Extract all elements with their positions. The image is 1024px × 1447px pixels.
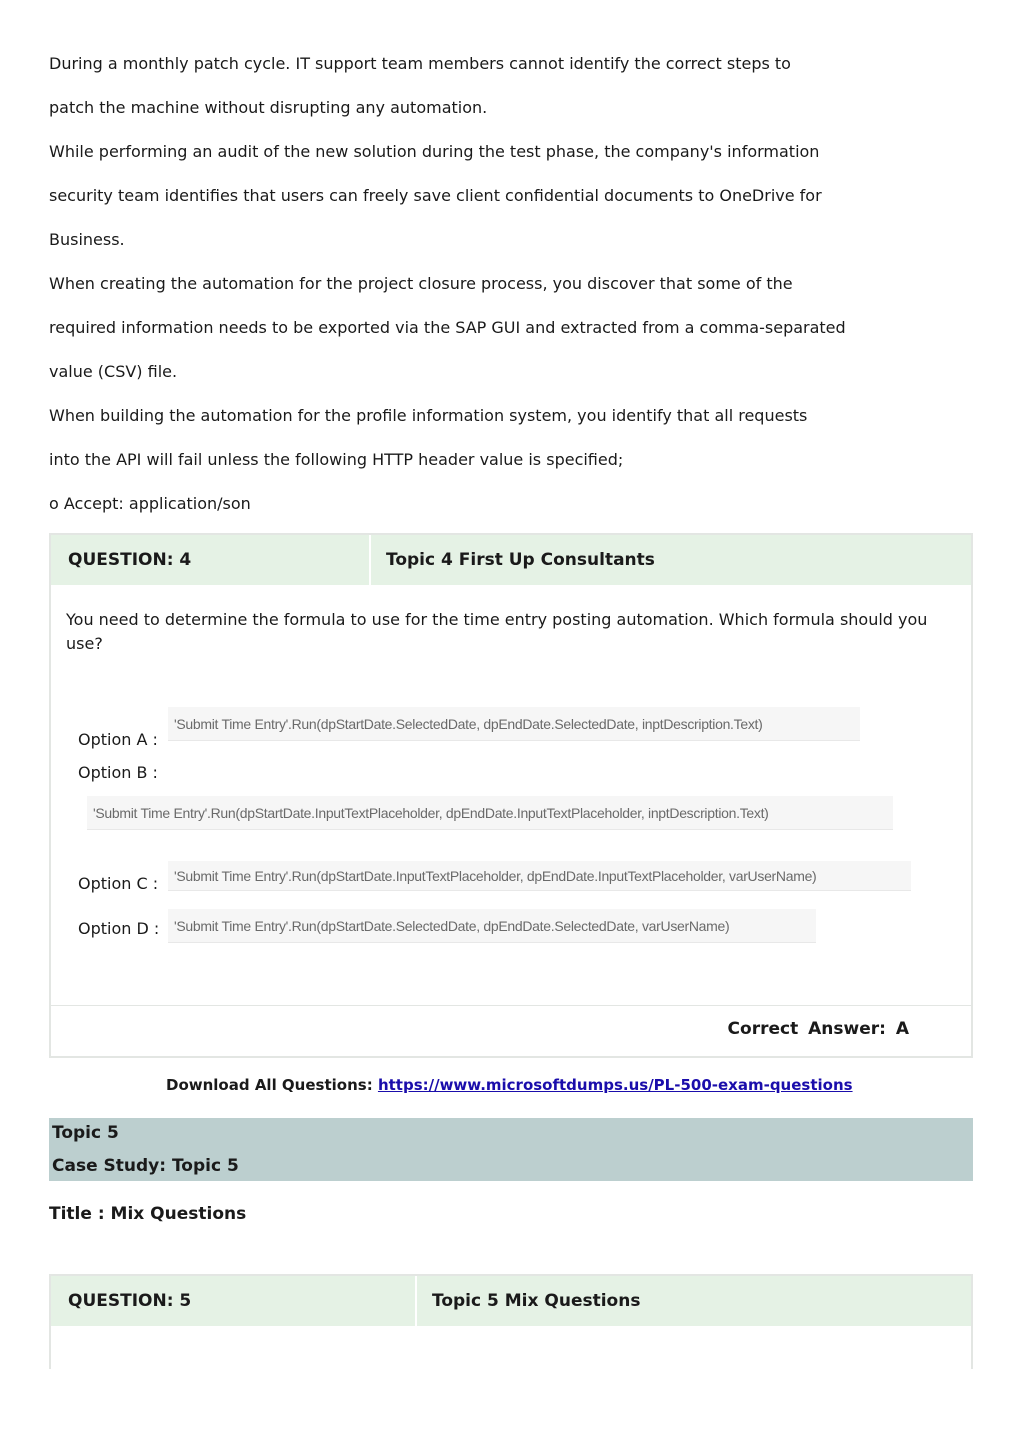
divider xyxy=(51,1005,971,1006)
question-5-card xyxy=(49,1274,973,1369)
topic-5-banner xyxy=(49,1118,973,1181)
intro-line: into the API will fail unless the following HTTP header value is specified; xyxy=(49,450,624,469)
intro-line: When creating the automation for the project closure process, you discover that some of the xyxy=(49,274,793,293)
intro-line: When building the automation for the profile information system, you identify that all requests xyxy=(49,406,808,425)
option-b-formula: 'Submit Time Entry'.Run(dpStartDate.InputTextPlaceholder, dpEndDate.InputTextPlaceholder, inptDescription.Text) xyxy=(87,796,893,830)
option-d-formula: 'Submit Time Entry'.Run(dpStartDate.SelectedDate, dpEndDate.SelectedDate, varUserName) xyxy=(168,909,816,943)
intro-line: patch the machine without disrupting any automation. xyxy=(49,98,488,117)
option-c-label: Option C : xyxy=(78,874,159,893)
question-4-card xyxy=(49,533,973,1058)
intro-line: While performing an audit of the new solution during the test phase, the company's information xyxy=(49,142,820,161)
intro-line: During a monthly patch cycle. IT support team members cannot identify the correct steps to xyxy=(49,54,791,73)
case-study-heading: Case Study: Topic 5 xyxy=(52,1156,239,1176)
question-topic: Topic 4 First Up Consultants xyxy=(386,550,655,570)
question-4-header xyxy=(51,535,971,585)
option-b-label: Option B : xyxy=(78,763,158,782)
intro-line: o Accept: application/son xyxy=(49,494,251,513)
download-label: Download All Questions: xyxy=(166,1076,373,1094)
option-c-formula: 'Submit Time Entry'.Run(dpStartDate.InputTextPlaceholder, dpEndDate.InputTextPlaceholder, varUserName) xyxy=(168,861,911,891)
download-line xyxy=(166,1076,853,1094)
section-title: Title : Mix Questions xyxy=(49,1204,247,1224)
question-text: You need to determine the formula to use for the time entry posting automation. Which formula should you use? xyxy=(66,610,928,653)
intro-line: value (CSV) file. xyxy=(49,362,178,381)
option-a-label: Option A : xyxy=(78,730,158,749)
intro-line: Business. xyxy=(49,230,125,249)
question-5-header xyxy=(51,1276,971,1326)
topic-heading: Topic 5 xyxy=(52,1123,119,1143)
download-link[interactable]: https://www.microsoftdumps.us/PL-500-exam-questions xyxy=(377,1076,853,1094)
question-number: QUESTION: 4 xyxy=(51,535,371,585)
intro-text xyxy=(49,42,979,526)
correct-answer: Correct Answer: A xyxy=(727,1019,909,1039)
question-topic: Topic 5 Mix Questions xyxy=(432,1291,641,1311)
question-number: QUESTION: 5 xyxy=(51,1276,417,1326)
option-d-label: Option D : xyxy=(78,919,160,938)
option-a-formula: 'Submit Time Entry'.Run(dpStartDate.SelectedDate, dpEndDate.SelectedDate, inptDescription.Text) xyxy=(168,707,860,741)
intro-line: security team identifies that users can freely save client confidential documents to OneDrive for xyxy=(49,186,822,205)
intro-line: required information needs to be exported via the SAP GUI and extracted from a comma-separated xyxy=(49,318,846,337)
